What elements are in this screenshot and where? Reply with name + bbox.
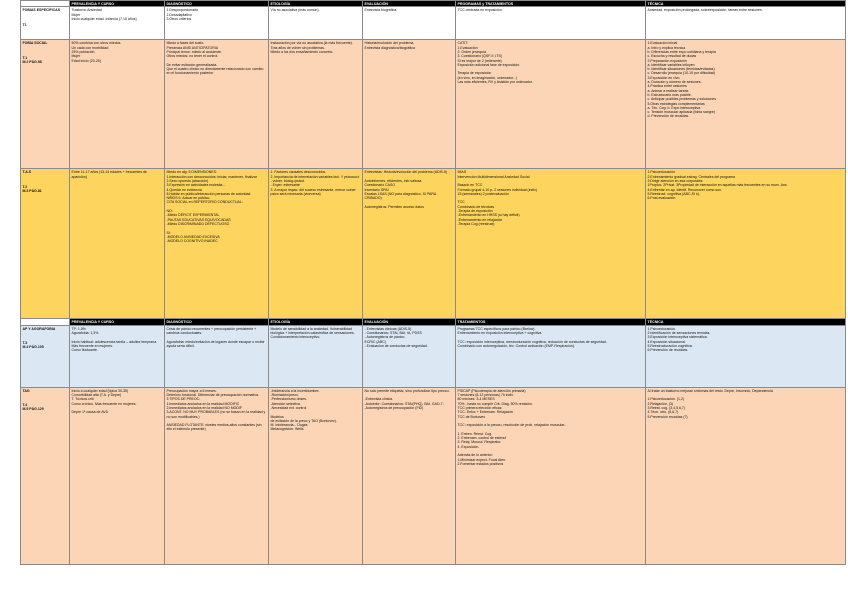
cell-diagnosis: Miedo en alg. 5 DIMENSIONES: 1.Interacción con desconocidos: iniciar, mantener, finalizar 2.Sexo opuesto (atracción) 3.Expresión en actividades molestia... 4.Quedar en evidencia 5.Hablar en público/interacción personas de autoridad NIÑOS 6. Actuar en público. CITA SOCIAL en REPERTORIO CONDUCTUAL: NO: -Miedo DÉFICIT EXPERIMENTAL -PAUTAS EDUCATIVAS EQUIVOCADAS -Miedo DISCRIMINADO DEFECTUOSO SI: -MODELO ANSIEDAD EXCESIVA -MODELO COGNITIVO INADEC. [165, 169, 269, 319]
row-label [21, 387, 70, 564]
cell-treatments: Programas TCC específicos para pánico (Barlow). Entrenamiento en exposición interoceptiva + cognitiva. TCC: exposición interoceptiva, reestructuración cognitiva, reducción de conductas de seguridad. Combinado con autorregulación, téc. Control activación (EMP-Respiración). [456, 325, 646, 387]
cell-etiology: Modelo de sensibilidad a la ansiedad. Vulnerabilidad biológica + interpretación catastrófica de sensaciones. Condicionamiento interoceptivo. [269, 325, 363, 387]
cell-etiology: Instauración por vía no asociativa (la más frecuente). Tras años de volver sin problemas. Miedo a los dos ensañamiento concreto. [269, 40, 363, 169]
header-technique: TÉCNICA [646, 319, 846, 325]
cell-technique: 1.Psicoeducación 2.Entrenamiento gradual estrag. Centrales del programa 3.Dirigir atención en esa corporales 1Propioc. 2Privat. 3Propiedad de interacción en aquellas más frecuentes en su mom. Ans. 4.Enfrentar en ap. Identif. Reconocer como son. 5.Reestruct. cognitiva (ABC-SI ó). 6.Post-evaluación. [646, 169, 846, 319]
cell-treatments: IMAS Intervención Multidimensional Ansiedad Social Basado en TCC. Formato grupal 4-10 p- 2 sesiones individual (indiv) 15 (semanales) 2 postevaluación TCC Combinado de técnicas -Terapia de exposición -Entrenamiento en HHSS (si hay déficit) -Entrenamiento en relajación -Terapia Cog (reestruct) [456, 169, 646, 319]
disorders-table [20, 0, 846, 565]
header-evaluation: EVALUACIÓN [363, 319, 456, 325]
row-label [21, 169, 70, 319]
row-tas [21, 169, 846, 319]
row-name: FOBIAS ESPECÍFICAS [22, 8, 61, 13]
cell-evaluation: No solo permite etiquetar, sino profundizar tipo preocu. -Entrevista clínica. -Autoinfor: Cuestionarios: STAI(PHQ), BAI, GAD-7: -Autorregistros de preocupación (FID) [363, 387, 456, 564]
row-code: T1 [22, 22, 27, 27]
cell-technique: 1.Evaluación inicial a. Intro y explica técnica b. Diferencias entre expo cotidiana y terapia c. Escucha y resultad de dudas 2.Preparación exposición a. Identificar variables influyen b. Identificar situaciones (temidas/evitadas) c. Desarrollo jerarquía (10-15 por dificultad) 3.Exposición en vivo a. Duración y número de sesiones. 4.Práctica entre sesiones a. Animar a realizar tareas b. Estructurarlo más posible. c. Anticipar posibles problemas y soluciones 5.Otras estrategias complementarias a. Téc. Cog. b. Expo interoceptiva c. Tensión muscular aplicada (fobia sangre) d. Prevención de recaídas. [646, 40, 846, 169]
row-name: FOBIA SOCIAL [22, 41, 48, 46]
cell-prevalence: Trastorno Ansiedad Mujer Inicio cualquier edad. Infancia (7-16 años) [70, 7, 165, 40]
cell-evaluation: Historia/evolución del problema. Entrevista diagnóstica/biográfica [363, 40, 456, 169]
row-tag [21, 387, 846, 564]
cell-prevalence: Entre 11-17 años (13-14 edades + frecuentes de aparición) [70, 169, 165, 319]
header-prevalence: PREVALENCIA Y CURSO [70, 1, 165, 7]
header-prevalence: PREVALENCIA Y CURSO [70, 319, 165, 325]
header-diagnosis: DIAGNÓSTICO [165, 319, 269, 325]
cell-prevalence: 50% combina con otros miedos. Un cada con morbilidad 25% población Mujer Edad inicio (20-25) [70, 40, 165, 169]
header-treatments: PROGRAMAS y TRATAMIENTOS [456, 1, 646, 7]
cell-prevalence: Inicio a cualquier edad (típica 30-35) Comorbilidad alta (T.A. y Depre) T. Tóxicos criti Curso crónico. Más frecuente en mujeres. Depre 1ª causa de AVD [70, 387, 165, 564]
row-code: T.4 M.5 PÁG.129 [22, 403, 44, 412]
cell-treatments: CATIT: 1.Evaluación 2. Orden jerarquía 3. Cuestionario (QSF-II ,ITS) Si es mayor de 2 (reiterante) Exposición adicional fase de exposición. Terapia de exposición (en vivo, en imaginación, ordenador...) Las más eficientes, RV y Asistido por ordenador. [456, 40, 646, 169]
row-specific-phobias [21, 7, 846, 40]
header-evaluation: EVALUACIÓN [363, 1, 456, 7]
cell-evaluation: - Entrevistas clínicas (ADIS-5). - Cuestionarios: STAI, BAI, IA, PDSS - Autorregistros de pánico. ECRIC (ABC) - Evaluación de conductas de seguridad. [363, 325, 456, 387]
row-code: T.2 M.3 PÁG.81 [22, 184, 42, 193]
cell-technique: Al tratar un trastorno mejoran síntomas del resto. Depre, Insomnio, Dependencia 1.Psicoeducación. (1,2) 2.Relajación. (3) 3.Reest. cog. (3,4,5,6,7) 4.Técn. otro. (5,6,7) 5.Prevención recaídas (7) [646, 387, 846, 564]
cell-treatments: PSICAP (Psicoterapia de atención primaria) 7 sesiones (8-12 personas) 7h indiv. 80 min/ses. 3-4 MESES 70% , hasta no cumplir Crit. Diag. 50% remisión. TCC primera elección eficaz. TCC- Enfoc + Entrenam. Relajación TCC de Borkovec TCC: exposición a la preocu, resolución de prob, relajación muscular.. 1. Entren. Reest. Cog. 2. Entrenam. control de estímul 3. Relaj. Muscul. Respirator. 4. Exposición. Además de lo anterior: 1.Minimizar expect. Focal Aten. 2.Fomentar estados positivos [456, 387, 646, 564]
row-label [21, 325, 70, 387]
row-name: T.A.S [22, 170, 32, 175]
row-name: TAG [22, 388, 30, 393]
cell-etiology: Vía no asociativa (más común). [269, 7, 363, 40]
row-code: T.3 M.4 PÁG.105 [22, 341, 44, 350]
cell-etiology: -Intolerancia a la incertidumbre. -Rumiación/preoc. -Perfeccionismo obses. -Atención selectiva. -Necesidad ext. control Modelos de evitación de la preoc y TAG (Borkovec). M. Intolerancia... Dugas Metacognición: Wells [269, 387, 363, 564]
header-etiology: ETIOLOGÍA [269, 1, 363, 7]
cell-prevalence: TP: 1,8% Agorafobia: 1,3% Inicio habitual: adolescencia tardía – adultez temprana. Más frecuente en mujeres. Curso fluctuante. [70, 325, 165, 387]
cell-etiology: 1. Factores causales desconocidos. 2. Importancia de interrelación variables biol. Y psicosoci: - vulner. biológ./psicol. - Exper. estresante 3. A mayor impac. del suceso estresante, menor vulner psico será necesaria (viceversa) [269, 169, 363, 319]
row-label [21, 40, 70, 169]
cell-technique: 1.Psicoeducación. 2.Identificación de sensaciones temidas. 3.Exposición interoceptiva sistemática. 4.Exposición situacional. 5.Reestructuración cognitiva. 6.Prevención de recaídas. [646, 325, 846, 387]
study-sheet [20, 0, 845, 565]
row-label [21, 7, 70, 40]
cell-diagnosis: Miedo a fases del suelo. Presencia ANSI ANTICIPATORIA Principal temor: miedo al accidente. Otros miedos: no tener el control. De evitar evitación generalizada. Que el cuadro clínico no directamente relacionado con cambio en el funcionamiento posterior [165, 40, 269, 169]
row-social-phobia [21, 40, 846, 169]
header-etiology: ETIOLOGÍA [269, 319, 363, 325]
cell-treatments: TCC centrada en exposición. [456, 7, 646, 40]
cell-diagnosis: Preocupación mayor a 6 meses. Deterioro funcional. Diferenciar de preocupación normativa. 3 TIPOS DE PREOC: 1.Inmediatos anclados en la realidad MODIFIC 2.Inmediatos anclados en la realidad NO MODIF 3.ACONT. NO MUY PROBABLES (no se basan en la realidad y no son modificables.) ANSIEDAD FLOTANTE: niveles medios-altos constantes (sin ello el estímulo presente) [165, 387, 269, 564]
row-code: T.1 M.2 PÁG.58 [22, 55, 42, 64]
cell-evaluation: Entrevistas: Historia/evolución del problema (ADIS-5) Autoinformes, eficientes, info valiosa. Cuestionario CASO Inventario SPAI Escalas LSAS (NO para diagnóstico, SI PARA CRIBADO) Autorregistros: Permiten acceso datos [363, 169, 456, 319]
header-treatments: TRATAMIENTOS [456, 319, 646, 325]
header-diagnosis: DIAGNÓSTICO [165, 1, 269, 7]
header-technique: TÉCNICA [646, 1, 846, 7]
row-name: AP Y AGORAFOBIA [22, 326, 56, 331]
cell-diagnosis: Crisis de pánico recurrentes + preocupación persistente + cambios conductuales. Agorafobia: miedo/evitación de lugares donde escapar o recibir ayuda sería difícil. [165, 325, 269, 387]
cell-evaluation: Entrevista biográfica. [363, 7, 456, 40]
cell-diagnosis: 1.Desproporcionado 2.Desadaptativo 3.Otros criterios [165, 7, 269, 40]
row-panic-agoraphobia [21, 325, 846, 387]
cell-technique: Ansiedad, exposición prolongada, sobreexposición, tareas entre sesiones. [646, 7, 846, 40]
